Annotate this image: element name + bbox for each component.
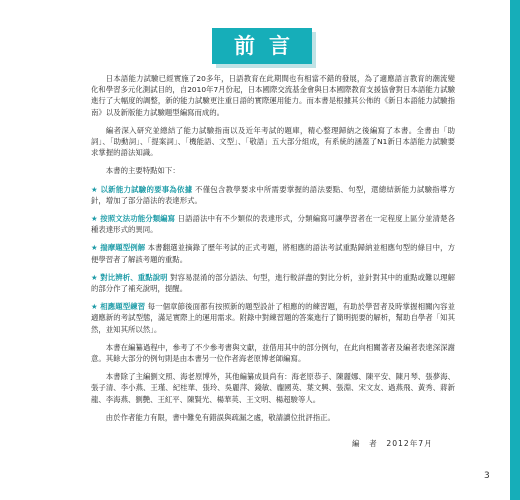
feature-item xyxy=(91,242,455,264)
page-title: 前言 xyxy=(212,28,312,64)
paragraph: 日本語能力試驗已經實施了20多年，日語教育在此期間也有相當不錯的發展，為了適應語言教育的潮流變化和學習多元化測試目的，自2010年7月份起，日本國際交流基金會與日本國際教育支援協會對日本語能力試驗進行了大幅度的調整，新的能力試驗更注重日語的實際運用能力。而本書是根據其公佈的《新日本語能力試驗指南》以及新版能力試驗題型編寫而成的。 xyxy=(91,74,455,117)
feature-text: 每一個章節後面都有按照新的題型設計了相應的的練習題，有助於學習者及時掌握相關內容並適應新的考試型態，滿足實際上的運用需求。附錄中對練習題的答案進行了簡明扼要的解析，幫助自學者「知其然，並知其所以然」。 xyxy=(91,302,455,334)
star-icon: ★ xyxy=(91,184,98,194)
title-block xyxy=(212,28,312,64)
page-edge-tab xyxy=(510,0,520,500)
paragraph: 編者深入研究並總結了能力試驗指南以及近年考試的題庫，精心整理歸納之後編寫了本書。全書由「助詞」、「助動詞」、「提案詞」、「機能語、文型」、「敬語」五大部分組成，有系統的涵蓋了N1新日本語能力試驗要求掌握的語法知識。 xyxy=(91,125,455,158)
feature-heading: 揣摩題型例解 xyxy=(100,243,146,253)
star-icon: ★ xyxy=(91,243,98,253)
feature-text: 日語語法中有不少類似的表達形式，分類編寫可讓學習者在一定程度上區分並清楚各種表達形式的異同。 xyxy=(91,214,455,235)
star-icon: ★ xyxy=(91,302,98,312)
feature-text: 本書翻選並摘錄了歷年考試的正式考題，將相應的語法考試重點歸納並相應句型的條目中，方便學習者了解該考題的重點。 xyxy=(91,243,455,264)
page-number: 3 xyxy=(484,471,490,481)
star-icon: ★ xyxy=(91,272,98,282)
star-icon: ★ xyxy=(91,214,98,224)
preface-body xyxy=(91,73,455,430)
paragraph: 由於作者能力有限，書中難免有錯誤與疏漏之處，敬請讀位批評指正。 xyxy=(105,412,335,422)
paragraph: 本書在編纂過程中，參考了不少參考書與文獻，並借用其中的部分例句，在此向相關著者及編者表達深深謝意。其餘大部分的例句則是由本書另一位作者海老原博老師編寫。 xyxy=(91,342,455,364)
feature-heading: 以新能力試驗的要事為依據 xyxy=(100,184,193,194)
editor-signature: 編 者 2012年7月 xyxy=(352,439,433,448)
paragraph: 本書的主要特點如下： xyxy=(105,166,180,176)
feature-item xyxy=(91,213,455,235)
feature-item xyxy=(91,184,455,206)
feature-text: 對容易混淆的部分語法、句型，進行較詳盡的對比分析，並針對其中的重點或難以理解的部分作了補充說明，提醒。 xyxy=(91,272,455,294)
paragraph: 本書除了主編劉文照、海老原博外，其他編纂成員尚有：海老原恭子、陳麗娜、陳平安、陳月琴、張夢海、張子清、李小燕、王瑾、紀桂華、張玲、吳麗萍、錢敏、龐國英、葉文興、張淵、宋文友、過燕飛、黃秀、蔣新龍、李海燕、劉艷、王紅平、陳賢光、楊華英、王文明、楊超駿等人。 xyxy=(91,372,455,404)
feature-text: 不僅包含教學要求中所需要掌握的語法要點、句型，還總結新能力試驗指導方針，增加了部分語法的表達形式。 xyxy=(91,184,455,205)
feature-item xyxy=(91,272,455,294)
feature-heading: 相應題型練習 xyxy=(100,302,146,312)
feature-heading: 對比辨析、重點說明 xyxy=(100,272,168,282)
feature-heading: 按照文法功能分類編寫 xyxy=(100,214,176,224)
feature-item xyxy=(91,301,455,335)
